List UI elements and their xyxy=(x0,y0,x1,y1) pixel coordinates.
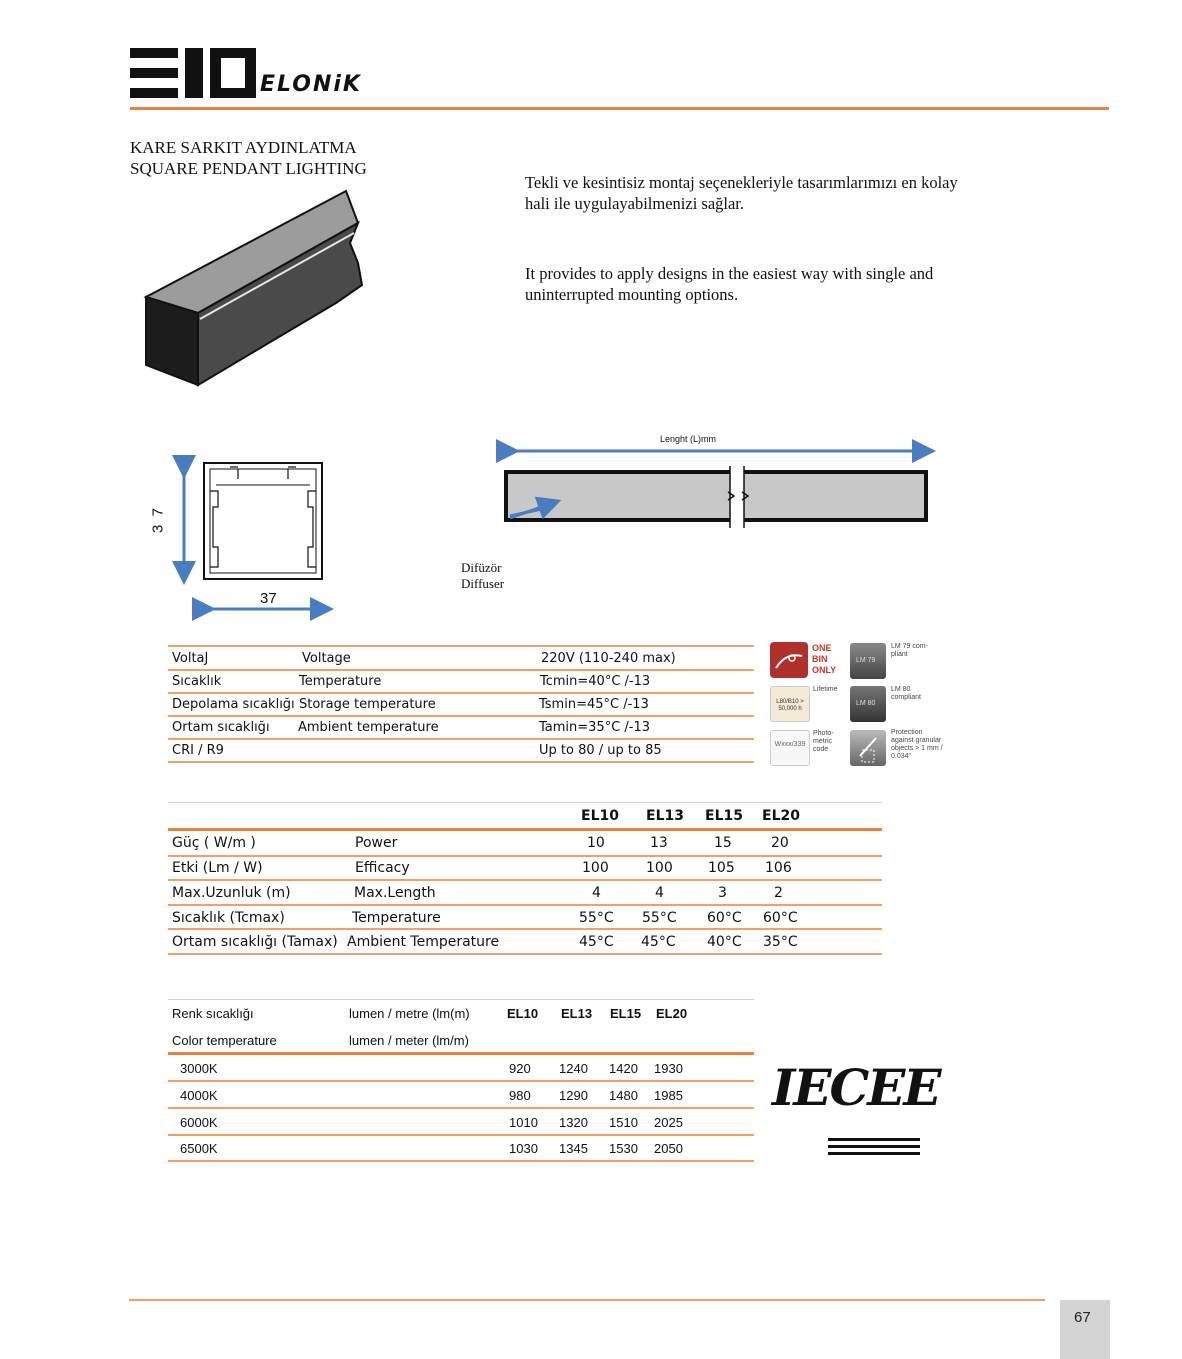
table-row xyxy=(168,716,754,739)
footer-divider xyxy=(129,1299,1045,1301)
one-bin-icon xyxy=(770,642,808,678)
table-header-row xyxy=(168,808,882,828)
row-label-en: Ambient Temperature xyxy=(347,934,500,950)
spec-value: Tcmin=40°C /-13 xyxy=(540,674,651,689)
cct-label: 6000K xyxy=(180,1115,218,1130)
protection-icon xyxy=(850,730,886,766)
cell-value: 2 xyxy=(774,885,783,901)
table-row xyxy=(168,647,754,670)
height-dimension-label xyxy=(150,501,167,541)
cell-value: 40°C xyxy=(707,934,742,950)
cell-value: 2025 xyxy=(654,1115,683,1130)
lm79-text: LM 79 com-pliant xyxy=(891,643,928,658)
cct-label: 4000K xyxy=(180,1088,218,1103)
column-header: EL10 xyxy=(581,808,619,824)
lifetime-badge xyxy=(770,686,810,722)
iecee-text: IECEE xyxy=(772,1058,940,1117)
spec-value: Tsmin=45°C /-13 xyxy=(539,697,649,712)
cell-value: 4 xyxy=(592,885,601,901)
row-label-en: Efficacy xyxy=(355,860,410,876)
column-header: EL20 xyxy=(762,808,800,824)
table-row xyxy=(168,670,754,693)
lifetime-text: Lifetime xyxy=(813,686,838,693)
spec-label-tr: Depolama sıcaklığı xyxy=(172,697,295,712)
cell-value: 1345 xyxy=(559,1141,588,1156)
row-label-tr: Max.Uzunluk (m) xyxy=(172,885,291,901)
description-tr: Tekli ve kesintisiz montaj seçenekleriyle tasarımlarımızı en kolay hali ile uygulayabilmenizi sağlar. xyxy=(525,173,958,213)
cell-value: 4 xyxy=(655,885,664,901)
cell-value: 106 xyxy=(765,860,792,876)
table-row xyxy=(168,930,882,955)
spec-value: Tamin=35°C /-13 xyxy=(539,720,651,735)
title-en: SQUARE PENDANT LIGHTING xyxy=(130,159,367,178)
table-top-border xyxy=(168,999,754,1000)
iecee-stripe xyxy=(828,1152,920,1155)
table-row xyxy=(168,1135,754,1161)
cell-value: 1030 xyxy=(509,1141,538,1156)
lm79-box-label: LM 79 xyxy=(856,657,876,664)
table-row xyxy=(168,856,882,881)
cell-value: 1480 xyxy=(609,1088,638,1103)
row-label-en: Power xyxy=(355,835,398,851)
cell-value: 35°C xyxy=(763,934,798,950)
one-bin-badge xyxy=(770,642,808,678)
lifetime-box-label: L80/B10 > 50,000 h xyxy=(776,699,804,712)
spec-label-en: Temperature xyxy=(299,674,382,689)
spec-label-tr: VoltaJ xyxy=(172,651,209,666)
lm80-box-label: LM 80 xyxy=(856,700,876,707)
cell-value: 1240 xyxy=(559,1061,588,1076)
height-dimension-b: 7 xyxy=(149,507,167,517)
column-header: EL13 xyxy=(561,1006,593,1021)
length-label: Lenght (L)mm xyxy=(660,434,717,444)
iecee-stripe xyxy=(828,1138,920,1141)
spec-value: Up to 80 / up to 85 xyxy=(539,743,662,758)
table-top-border xyxy=(168,802,882,803)
product-image xyxy=(140,185,370,390)
table-row xyxy=(168,1082,754,1108)
width-dimension-label: 37 xyxy=(260,590,277,607)
protection-badge xyxy=(850,730,886,766)
cell-value: 1420 xyxy=(609,1061,638,1076)
photometric-box-label: Wxxx/339 xyxy=(774,741,806,748)
table-row xyxy=(168,693,754,716)
row-label-tr: Güç ( W/m ) xyxy=(172,835,256,851)
cell-value: 100 xyxy=(582,860,609,876)
column-header: Color temperature xyxy=(172,1033,277,1048)
cell-value: 45°C xyxy=(641,934,676,950)
cell-value: 1985 xyxy=(654,1088,683,1103)
brand-name: ELONiK xyxy=(260,72,362,97)
cell-value: 1510 xyxy=(609,1115,638,1130)
column-header: lumen / meter (lm/m) xyxy=(349,1033,469,1048)
spec-label-tr: Ortam sıcaklığı xyxy=(172,720,270,735)
page-number: 67 xyxy=(1074,1309,1091,1326)
page-number-box xyxy=(1060,1300,1110,1359)
lumen-header xyxy=(168,1006,754,1052)
description-en: It provides to apply designs in the easiest way with single and uninterrupted mounting options. xyxy=(525,264,934,304)
cell-value: 3 xyxy=(718,885,727,901)
table-row xyxy=(168,739,754,762)
cell-value: 100 xyxy=(646,860,673,876)
spec-label-en: Storage temperature xyxy=(299,697,436,712)
column-header: EL20 xyxy=(656,1006,688,1021)
cell-value: 20 xyxy=(771,835,789,851)
spec-table-bottom-border xyxy=(168,761,754,763)
spec-label-en: Voltage xyxy=(302,651,351,666)
title-tr: KARE SARKIT AYDINLATMA xyxy=(130,138,357,157)
spec-value: 220V (110-240 max) xyxy=(541,651,676,666)
lm80-text: LM 80 compliant xyxy=(891,686,921,701)
cell-value: 55°C xyxy=(642,910,677,926)
cell-value: 2050 xyxy=(654,1141,683,1156)
cct-label: 6500K xyxy=(180,1141,218,1156)
cct-label: 3000K xyxy=(180,1061,218,1076)
brand-logo xyxy=(130,48,360,100)
cell-value: 15 xyxy=(714,835,732,851)
column-header: lumen / metre (lm(m) xyxy=(349,1006,470,1021)
cell-value: 1320 xyxy=(559,1115,588,1130)
cell-value: 55°C xyxy=(579,910,614,926)
table-bottom-border xyxy=(168,1160,754,1162)
column-header: EL13 xyxy=(646,808,684,824)
spec-label-en: Ambient temperature xyxy=(298,720,439,735)
iecee-stripe xyxy=(828,1145,920,1148)
row-label-en: Max.Length xyxy=(354,885,436,901)
table-row xyxy=(168,831,882,856)
row-label-en: Temperature xyxy=(352,910,441,926)
row-label-tr: Etki (Lm / W) xyxy=(172,860,263,876)
length-drawing xyxy=(450,430,950,600)
header-divider xyxy=(130,107,1109,110)
table-row xyxy=(168,881,882,906)
row-label-tr: Ortam sıcaklığı (Tamax) xyxy=(172,934,338,950)
diffuser-label-en: Diffuser xyxy=(461,576,505,591)
cell-value: 1290 xyxy=(559,1088,588,1103)
one-bin-text: ONE BIN ONLY xyxy=(812,643,837,675)
table-bottom-border xyxy=(168,953,882,955)
logo-mark-icon xyxy=(130,48,260,98)
cell-value: 60°C xyxy=(763,910,798,926)
cell-value: 45°C xyxy=(579,934,614,950)
lm80-badge xyxy=(850,686,886,722)
table-row xyxy=(168,1055,754,1081)
photometric-text: Photo-metric code xyxy=(813,730,834,753)
column-header: EL10 xyxy=(507,1006,539,1021)
cross-section-drawing xyxy=(138,455,338,625)
cell-value: 920 xyxy=(509,1061,531,1076)
cell-value: 13 xyxy=(650,835,668,851)
lm79-badge xyxy=(850,643,886,679)
photometric-badge xyxy=(770,730,810,766)
column-header: EL15 xyxy=(610,1006,642,1021)
cell-value: 1010 xyxy=(509,1115,538,1130)
iecee-logo xyxy=(772,1058,940,1160)
cell-value: 105 xyxy=(708,860,735,876)
protection-text: Protection against granular objects > 1 mm / 0.034" xyxy=(891,729,943,760)
column-header: Renk sıcaklığı xyxy=(172,1006,254,1021)
table-row xyxy=(168,1109,754,1135)
height-dimension-a: 3 xyxy=(149,524,167,534)
cell-value: 60°C xyxy=(707,910,742,926)
row-label-tr: Sıcaklık (Tcmax) xyxy=(172,910,285,926)
spec-label-tr: CRI / R9 xyxy=(172,743,224,758)
cell-value: 1530 xyxy=(609,1141,638,1156)
cell-value: 1930 xyxy=(654,1061,683,1076)
column-header: EL15 xyxy=(705,808,743,824)
cell-value: 10 xyxy=(587,835,605,851)
spec-label-tr: Sıcaklık xyxy=(172,674,222,689)
cell-value: 980 xyxy=(509,1088,531,1103)
diffuser-label-tr: Difüzör xyxy=(461,560,502,575)
